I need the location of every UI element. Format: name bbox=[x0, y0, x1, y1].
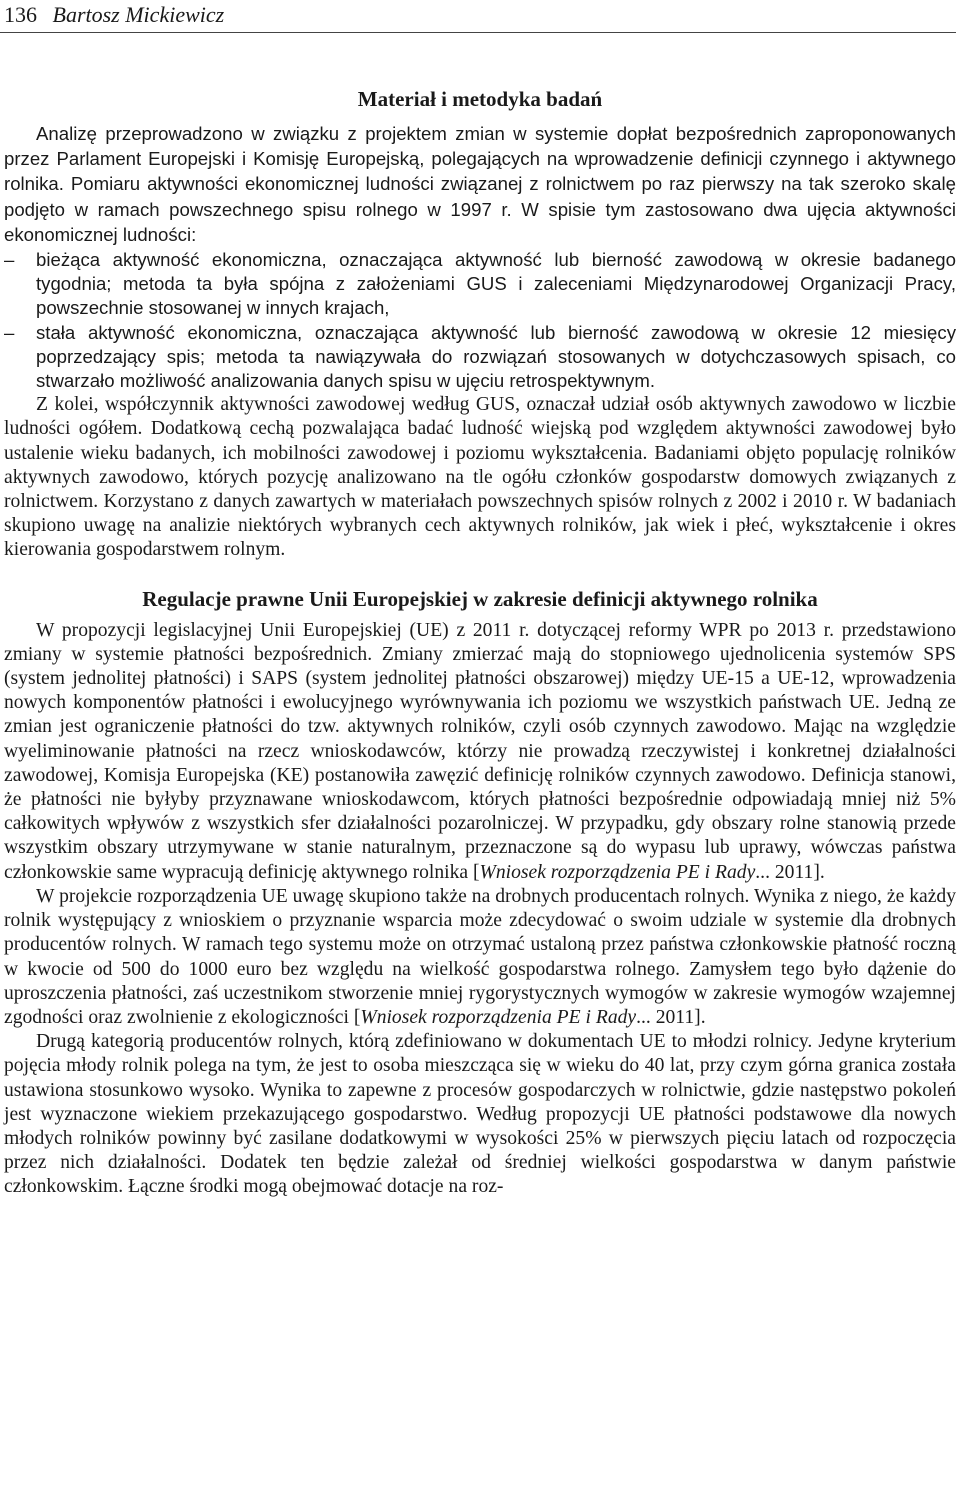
body-text bbox=[4, 84, 956, 1200]
paragraph-regulations-proposal bbox=[4, 619, 956, 885]
paragraph-regulations-small-producers-text: W projekcie rozporządzenia UE uwagę skupiono także na drobnych producentach rolnych. Wynika z niego, że każdy rolnik występujący z wnioskiem o przyznanie wsparcia może zdecydować o swoim udziale w systemie dla drobnych producentów rolnych. W ramach tego systemu może on otrzymać ustaloną przez państwa członkowskie płatność roczną w kwocie od 500 do 1000 euro bez względu na wielkość gospodarstwa rolnego. Zamysłem tego było dążenie do uproszczenia płatności, zaś uczestnikom stworzenie mniej rygorystycznych wymogów w zakresie wymogów wzajemnej zgodności oraz zwolnienie z ekologiczności [ bbox=[4, 885, 956, 1028]
paragraph-regulations-young-farmers: Drugą kategorią producentów rolnych, którą zdefiniowano w dokumentach UE to młodzi rolnicy. Jedyne kryterium pojęcia młody rolnik polega na tym, że jest to osoba mieszcząca się w wieku do 40 lat, przy czym górna granica została ustawiona stosunkowo wysoko. Wynika to zapewne z procesów gospodarczych w rolnictwie, gdzie następstwo pokoleń jest wyznaczone wiekiem przekazującego gospodarstwo. Według propozycji UE płatności podstawowe dla nowych młodych rolników powinny być zasilane dodatkowymi w wysokości 25% w pierwszych pięciu latach od rozpoczęcia przez nich działalności. Dodatek ten będzie zależał od średniej wielkości gospodarstwa w danym państwie członkowskim. Łączne środki mogą obejmować dotacje na roz- bbox=[4, 1031, 956, 1198]
list-item-permanent-activity-text: stała aktywność ekonomiczna, oznaczająca aktywność lub bierność zawodową w okresie 12 miesięcy poprzedzający spis; metoda ta nawiązywała do rozwiązań stosowanych w dotychczasowych spisach, co stwarzało możliwość analizowania danych spisu w ujęciu retrospektywnym. bbox=[36, 321, 956, 392]
running-head bbox=[4, 0, 224, 30]
paragraph-methods-coefficient: Z kolei, współczynnik aktywności zawodowej według GUS, oznaczał udział osób aktywnych zawodowo w liczbie ludności ogółem. Dodatkową cechą pozwalająca badać ludność wiejską pod względem aktywności zawodowej było ustalenie wieku badanych, ich mobilności zawodowej i poziomu wykształcenia. Badaniami objęto populację rolników aktywnych zawodowo, których pozycję analizowano na tle ogółu członków gospodarstw domowych związanych z rolnictwem. Korzystano z danych zawartych w materiałach powszechnych spisów rolnych z 2002 i 2010 r. W badaniach skupiono uwagę na analizie niektórych wybranych cech aktywnych rolników, jak wiek i płeć, wykształcenie i okres kierowania gospodarstwem rolnym. bbox=[4, 394, 956, 561]
list-dash: – bbox=[4, 321, 15, 343]
header-rule bbox=[0, 32, 956, 33]
page-number: 136 bbox=[4, 2, 37, 27]
paragraph-regulations-small-producers bbox=[4, 885, 956, 1030]
citation-title: Wniosek rozporządzenia PE i Rady bbox=[360, 1006, 637, 1028]
paragraph-methods-intro-b: W spisie tym zastosowano dwa ujęcia aktywności ekonomicznej ludności: bbox=[4, 198, 956, 245]
section-heading-regulations: Regulacje prawne Unii Europejskiej w zakresie definicji aktywnego rolnika bbox=[142, 586, 818, 611]
paragraph-regulations-proposal-b: Zmiany zmierzać mają do stopniowego ujednolicenia systemów SPS (system jednolitej płatności) i SAPS (system jednolitej płatności obszarowej) między UE-15 a UE-12, wprowadzenia nowych komponentów płatności i ewolucyjnego wyrównywania ich poziomu we wszystkich państwach UE. Jedną ze zmian jest ograniczenie płatności do tzw. aktywnych rolników, czyli osób czynnych zawodowo. Mając na względzie wyeliminowanie płatności na rzecz wnioskodawców, którzy nie prowadzą rzeczywistej i konkretnej działalności zawodowej, Komisja Europejska (KE) postanowiła zawęzić definicję rolników czynnych zawodowo. Definicja stanowi, że płatności nie byłyby przyznawane wnioskodawcom, których płatności bezpośrednie odpowiadają mniej niż 5% całkowitych wpływów z wszystkich sfer działalności pozarolniczej. W przypadku, gdy obszary rolne stanowią przede wszystkim obszary utrzymywane w stanie naturalnym, przeznaczone są do wypasu lub uprawy, wówczas państwa członkowskie same wypracują definicję aktywnego rolnika [ bbox=[4, 643, 956, 883]
citation-end: ... 2011]. bbox=[755, 861, 825, 883]
section-heading-methods: Materiał i metodyka badań bbox=[357, 87, 603, 111]
list-item-current-activity bbox=[4, 248, 956, 321]
list-item-permanent-activity bbox=[4, 321, 956, 394]
paragraph-methods-intro-a: Analizę przeprowadzono w związku z projektem zmian w systemie dopłat bezpośrednich zaproponowanych przez Parlament Europejski i Komisję Europejską, polegających na wprowadzenie definicji czynnego i aktywnego rolnika. Pomiaru aktywności ekonomicznej ludności związanej z rolnictwem po raz pierwszy na tak szeroko skalę podjęto w ramach powszechnego spisu rolnego w 1997 r. bbox=[4, 123, 956, 220]
running-head-author: Bartosz Mickiewicz bbox=[52, 2, 225, 27]
list-item-current-activity-text: bieżąca aktywność ekonomiczna, oznaczająca aktywność lub bierność zawodową w okresie badanego tygodnia; metoda ta była spójna z założeniami GUS i zaleceniami Międzynarodowej Organizacji Pracy, powszechnie stosowanej w innych krajach, bbox=[36, 249, 956, 319]
citation-title: Wniosek rozporządzenia PE i Rady bbox=[479, 861, 756, 883]
paragraph-regulations-proposal-a: W propozycji legislacyjnej Unii Europejskiej (UE) z 2011 r. dotyczącej reformy WPR po 2013 r. przedstawiono zmiany w systemie płatności bezpośrednich. bbox=[4, 619, 956, 665]
paragraph-methods-intro bbox=[4, 122, 956, 248]
list-dash: – bbox=[4, 249, 15, 271]
citation-end: ... 2011]. bbox=[636, 1006, 706, 1028]
